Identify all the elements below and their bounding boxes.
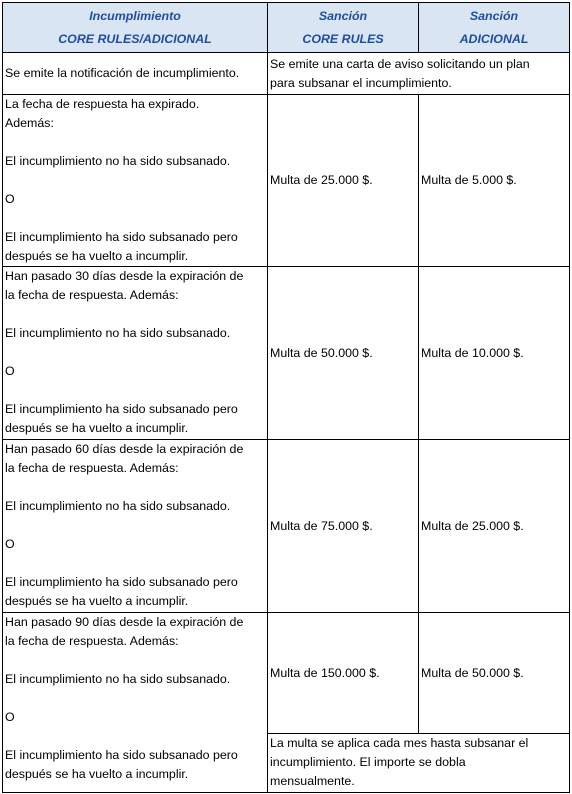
table-row [3,440,570,613]
table-row [3,53,570,95]
additional-fine-cell: Multa de 25.000 $. [419,440,570,613]
condition-cell: Han pasado 60 días desde la expiración de la fecha de respuesta. Además: El incumplimiento no ha sido subsanado. O El incumplimiento ha sido subsanado pero después se ha vuelto a incumplir. [3,440,268,613]
core-fine-cell: Multa de 50.000 $. [268,267,419,440]
core-fine-cell: Multa de 25.000 $. [268,95,419,267]
table-row [3,613,570,734]
additional-fine-cell: Multa de 50.000 $. [419,613,570,734]
condition-cell: Han pasado 30 días desde la expiración de la fecha de respuesta. Además: El incumplimiento no ha sido subsanado. O El incumplimiento ha sido subsanado pero después se ha vuelto a incumplir. [3,267,268,440]
sanctions-table [2,2,570,793]
warning-letter-cell: Se emite una carta de aviso solicitando un plan para subsanar el incumplimiento. [268,53,570,95]
header-incumplimiento: Incumplimiento CORE RULES/ADICIONAL [3,3,268,53]
condition-cell: Han pasado 90 días desde la expiración de la fecha de respuesta. Además: El incumplimiento no ha sido subsanado. O El incumplimiento ha sido subsanado pero después se ha vuelto a incumplir. [3,613,268,793]
condition-cell: Se emite la notificación de incumplimiento. [3,53,268,95]
additional-fine-cell: Multa de 5.000 $. [419,95,570,267]
table-row [3,267,570,440]
header-sancion-adicional: Sanción ADICIONAL [419,3,570,53]
table-row [3,95,570,267]
core-fine-cell: Multa de 150.000 $. [268,613,419,734]
core-fine-cell: Multa de 75.000 $. [268,440,419,613]
monthly-fine-note: La multa se aplica cada mes hasta subsanar el incumplimiento. El importe se dobla mensualmente. [268,734,570,793]
condition-cell: La fecha de respuesta ha expirado. Además: El incumplimiento no ha sido subsanado. O El incumplimiento ha sido subsanado pero después se ha vuelto a incumplir. [3,95,268,267]
header-sancion-core-rules: Sanción CORE RULES [268,3,419,53]
header-row [3,3,570,53]
additional-fine-cell: Multa de 10.000 $. [419,267,570,440]
